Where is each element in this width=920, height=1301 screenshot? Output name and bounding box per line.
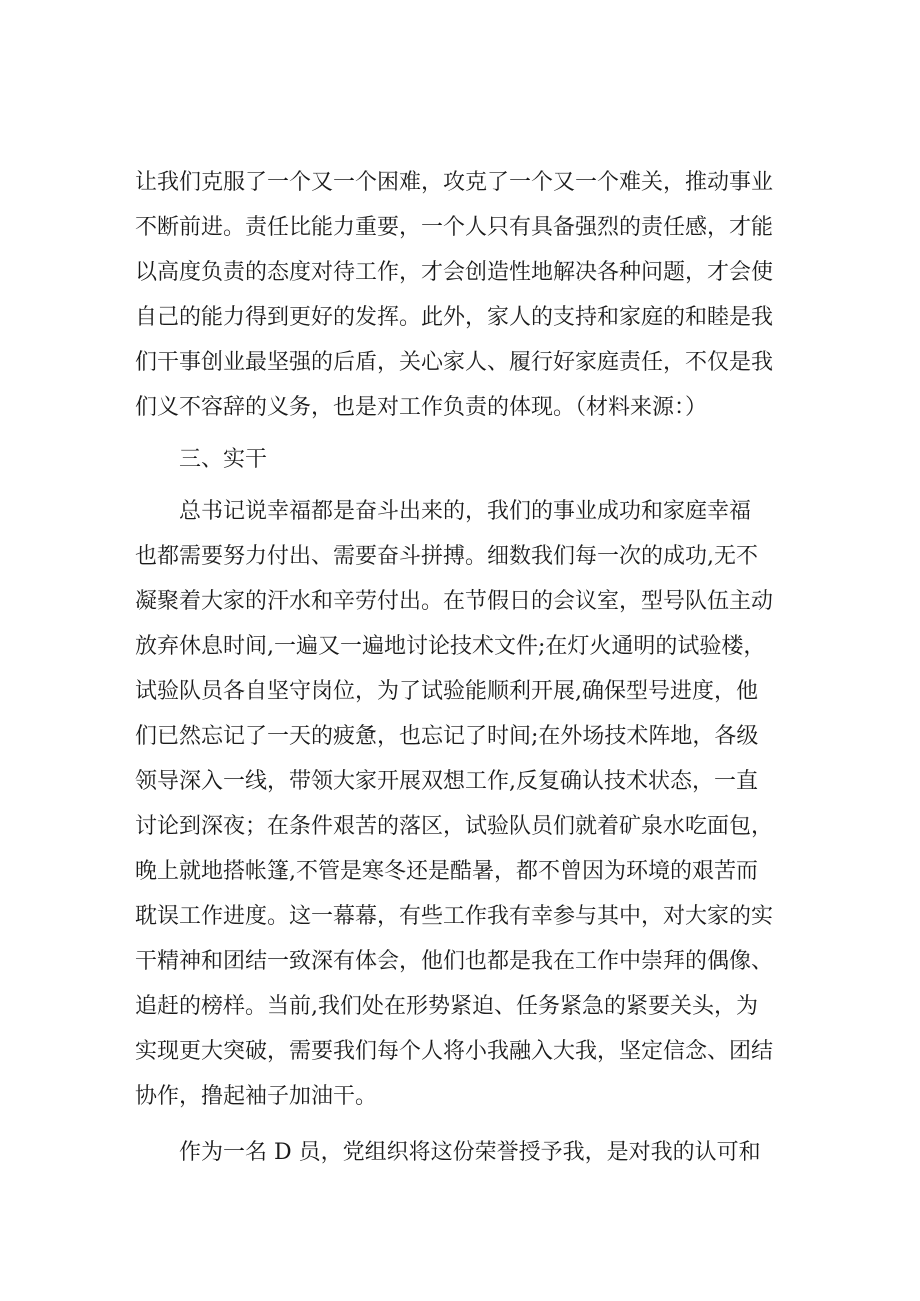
text-line: 耽误工作进度。这一幕幕，有些工作我有幸参与其中，对大家的实 <box>135 904 774 929</box>
text-line: 实现更大突破，需要我们每个人将小我融入大我，坚定信念、团结 <box>135 1039 774 1064</box>
paragraph-hard-work <box>135 489 795 1119</box>
text-line: 不断前进。责任比能力重要，一个人只有具备强烈的责任感，才能 <box>135 215 774 240</box>
document-body <box>135 160 795 1175</box>
text-line: 晚上就地搭帐篷,不管是寒冬还是酷暑，都不曾因为环境的艰苦而 <box>135 859 758 884</box>
text-line: 以高度负责的态度对待工作，才会创造性地解决各种问题，才会使 <box>135 260 774 285</box>
text-line: 试验队员各自坚守岗位，为了试验能顺利开展,确保型号进度，他 <box>135 679 758 704</box>
text-line: 放弃休息时间,一遍又一遍地讨论技术文件;在灯火通明的试验楼， <box>135 634 766 659</box>
text-line: 们干事创业最坚强的后盾，关心家人、履行好家庭责任，不仅是我 <box>135 350 774 375</box>
text-line: 追赶的榜样。当前,我们处在形势紧迫、任务紧急的紧要关头，为 <box>135 994 758 1019</box>
text-line: 自己的能力得到更好的发挥。此外，家人的支持和家庭的和睦是我 <box>135 305 774 330</box>
text-line: 干精神和团结一致深有体会，他们也都是我在工作中崇拜的偶像、 <box>135 949 774 974</box>
text-line: 们已然忘记了一天的疲惫，也忘记了时间;在外场技术阵地，各级 <box>135 724 759 749</box>
text-line: 讨论到深夜；在条件艰苦的落区，试验队员们就着矿泉水吃面包， <box>135 814 774 839</box>
text-line: 领导深入一线，带领大家开展双想工作,反复确认技术状态，一直 <box>135 769 758 794</box>
text-line: 作为一名 D 员，党组织将这份荣誉授予我，是对我的认可和 <box>179 1140 761 1165</box>
text-line: 协作，撸起袖子加油干。 <box>135 1084 378 1109</box>
text-line: 让我们克服了一个又一个困难，攻克了一个又一个难关，推动事业 <box>135 170 774 195</box>
section-heading: 三、实干 <box>179 447 268 472</box>
text-line: 也都需要努力付出、需要奋斗拼搏。细数我们每一次的成功,无不 <box>135 544 758 569</box>
text-line: 们义不容辞的义务，也是对工作负责的体现。（材料来源：） <box>135 395 708 420</box>
text-line: 凝聚着大家的汗水和辛劳付出。在节假日的会议室，型号队伍主动 <box>135 589 774 614</box>
paragraph-honor <box>135 1130 795 1175</box>
paragraph-responsibility <box>135 160 795 430</box>
text-line: 总书记说幸福都是奋斗出来的，我们的事业成功和家庭幸福 <box>179 499 752 524</box>
